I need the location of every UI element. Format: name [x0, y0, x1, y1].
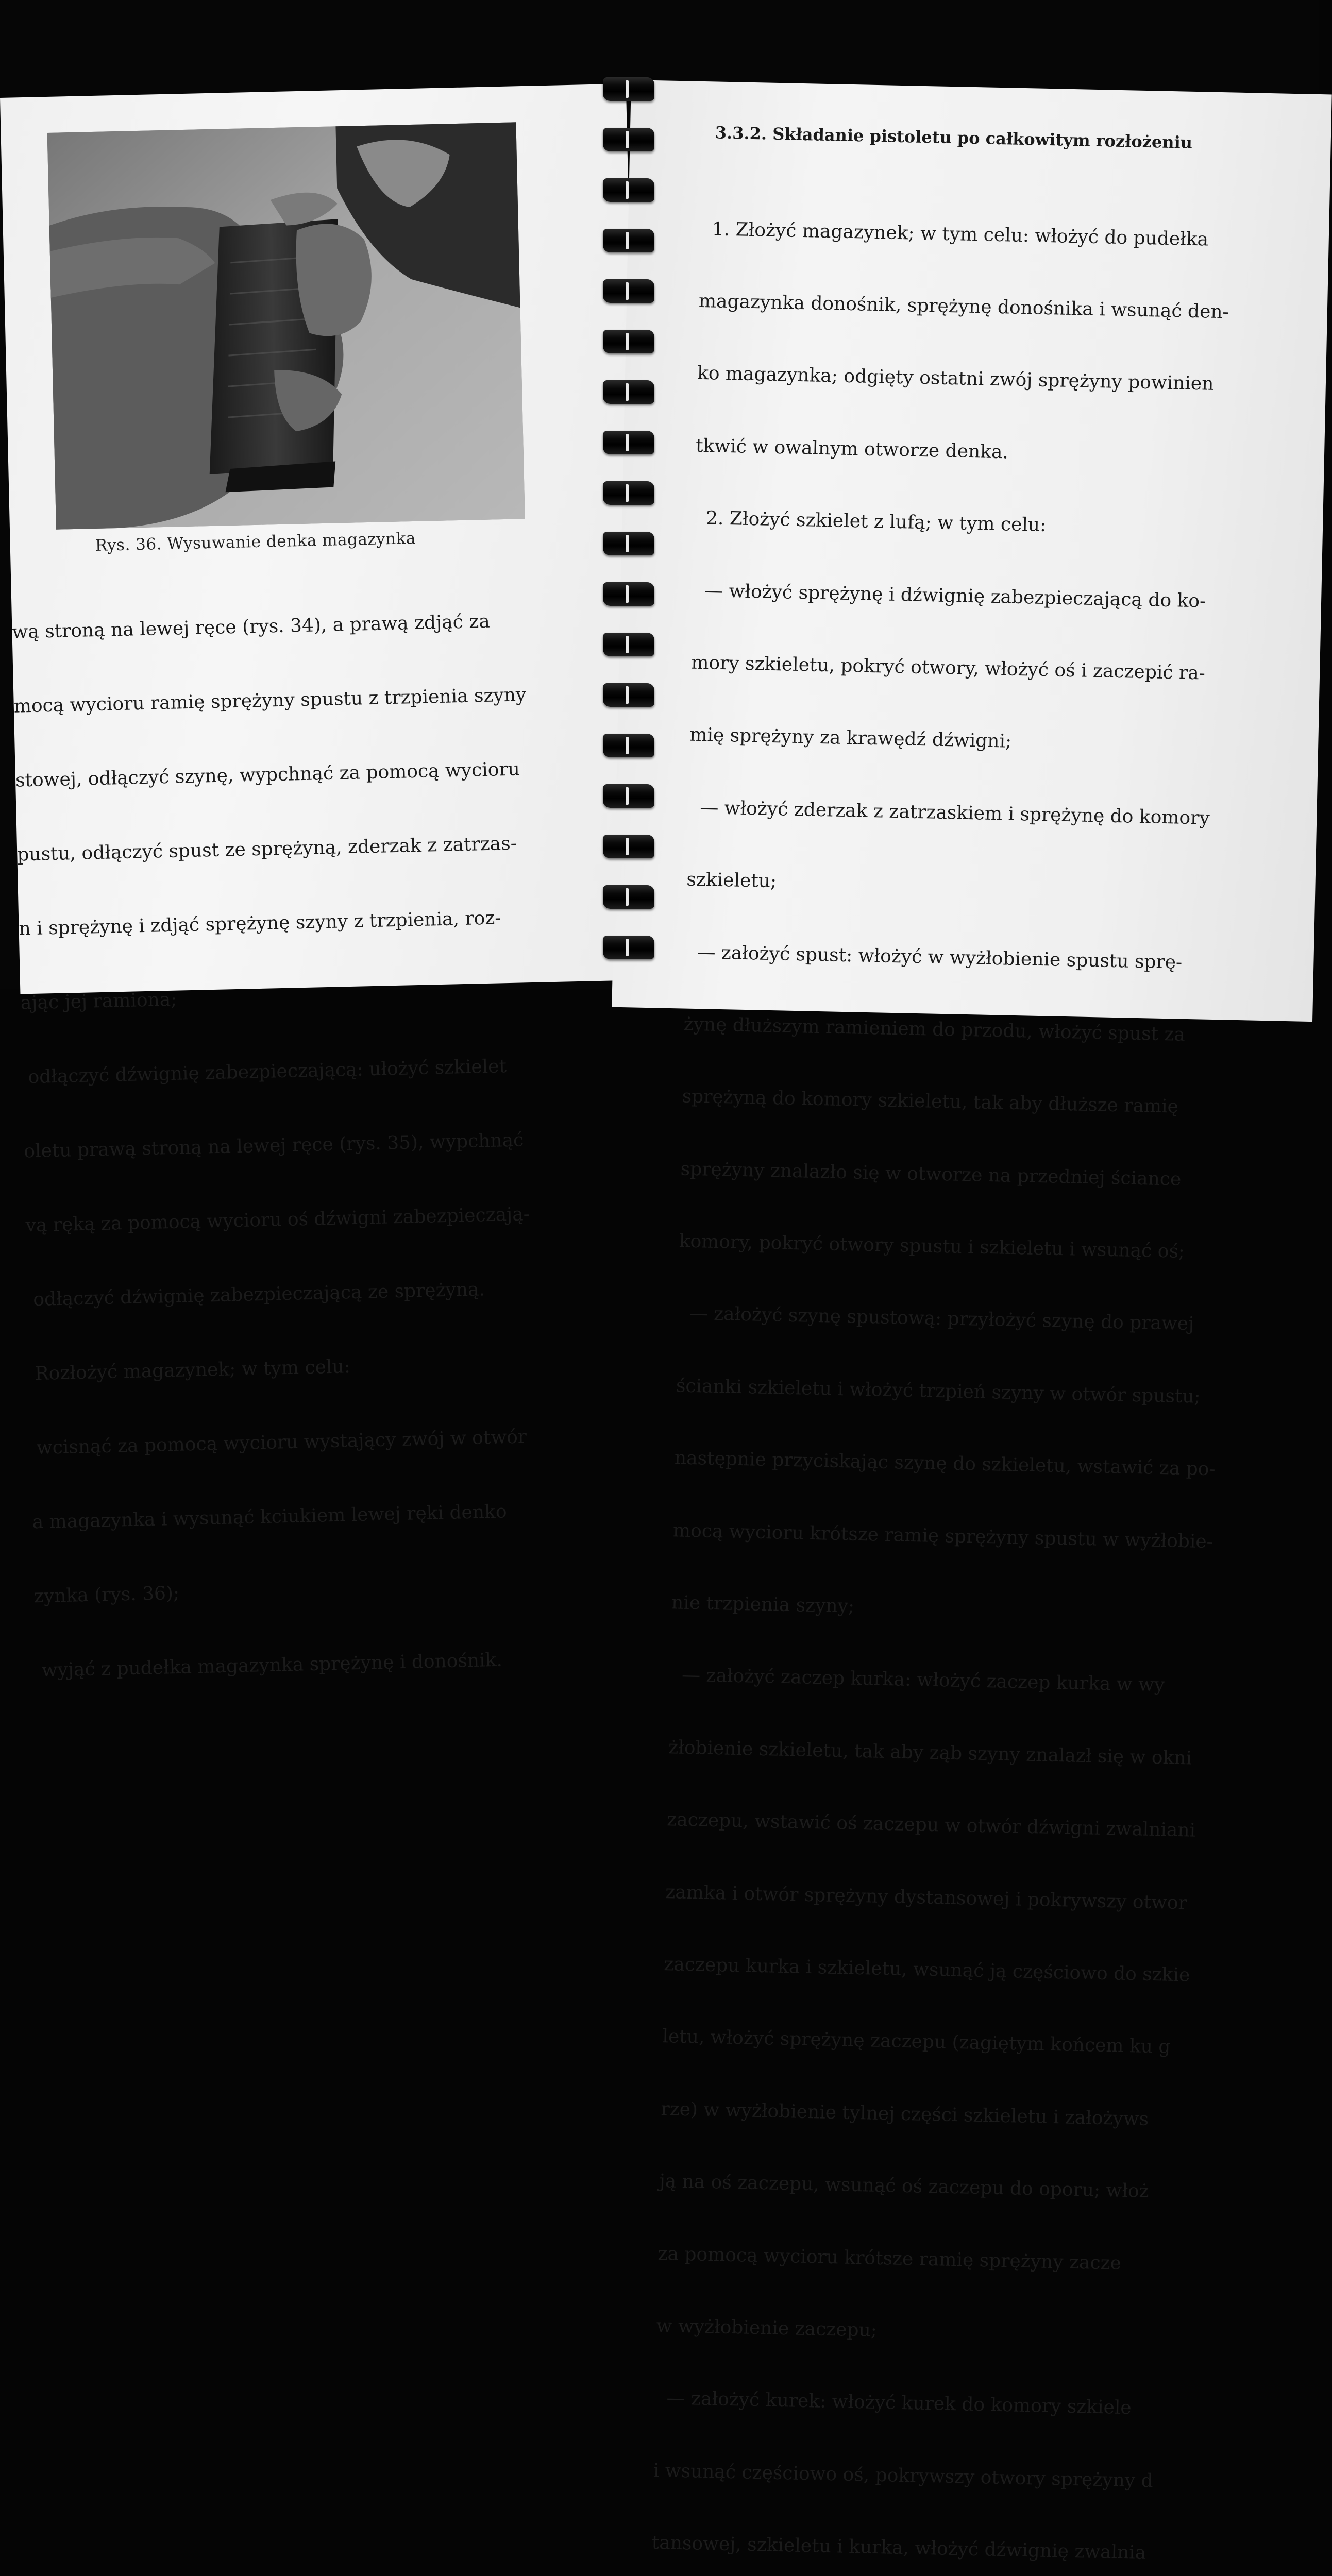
text-line: następnie przyciskając szynę do szkieletu, wstawić za po-	[674, 1447, 1216, 1480]
left-page	[0, 83, 646, 1682]
text-line: zaczepu, wstawić oś zaczepu w otwór dźwigni zwalniani	[666, 1809, 1196, 1841]
binding-coil	[603, 936, 654, 959]
left-body-text	[11, 557, 655, 1733]
text-line: zaczepu kurka i szkieletu, wsunąć ją częściowo do szkie	[663, 1954, 1190, 1986]
text-line: — założyć zaczep kurka: włożyć zaczep kurka w wy	[669, 1664, 1165, 1696]
text-line: tansowej, szkieletu i kurka, włożyć dźwignię zwalnia	[651, 2532, 1146, 2564]
text-line: w wyżłobienie zaczepu;	[656, 2315, 878, 2341]
text-line: n i sprężynę i zdjąć sprężynę szyny z trzpienia, roz-	[19, 907, 501, 940]
text-line: a magazynka i wysunąć kciukiem lewej ręki denko	[32, 1501, 507, 1533]
binding-coil	[603, 380, 654, 404]
text-line: rze) w wyżłobienie tylnej części szkieletu i założyws	[661, 2098, 1149, 2130]
binding-coil	[603, 481, 654, 505]
figure-photo	[47, 122, 525, 529]
figure-caption: Rys. 36. Wysuwanie denka magazynka	[95, 529, 416, 555]
text-line: odłączyć dźwignię zabezpieczającą ze sprężyną.	[27, 1279, 485, 1311]
text-line: komory, pokryć otwory spustu i szkieletu i wsunąć oś;	[679, 1230, 1185, 1263]
text-line: wcisnąć za pomocą wycioru wystający zwój w otwór	[30, 1426, 527, 1459]
binding-coil	[603, 178, 654, 202]
text-line: za pomocą wycioru krótsze ramię sprężyny zacze	[657, 2243, 1122, 2274]
text-line: magazynka donośnik, sprężynę donośnika i wsunąć den-	[698, 290, 1229, 323]
text-line: — założyć kurek: włożyć kurek do komory szkiele	[654, 2387, 1132, 2419]
spiral-binding	[598, 72, 660, 989]
text-line: vą ręką za pomocą wycioru oś dźwigni zabezpieczają-	[25, 1204, 530, 1236]
text-line: wyjąć z pudełka magazynka sprężynę i donośnik.	[35, 1649, 503, 1682]
photo-hands-magazine-icon	[47, 122, 525, 529]
text-line: Rozłożyć magazynek; w tym celu:	[28, 1356, 351, 1385]
text-line: tkwić w owalnym otworze denka.	[695, 435, 1009, 463]
text-line: mocą wycioru ramię sprężyny spustu z trzpienia szyny	[13, 684, 527, 717]
text-line: mory szkieletu, pokryć otwory, włożyć oś i zaczepić ra-	[690, 652, 1206, 684]
text-line: stowej, odłączyć szynę, wypchnąć za pomocą wycioru	[15, 758, 520, 791]
right-body-text	[650, 169, 1330, 2576]
text-line: pustu, odłączyć spust ze sprężyną, zderzak z zatrzas-	[16, 833, 517, 866]
text-line: nie trzpienia szyny;	[671, 1592, 855, 1617]
text-line: mię sprężyny za krawędź dźwigni;	[689, 724, 1012, 753]
text-line: i wsunąć częściowo oś, pokrywszy otwory sprężyny d	[653, 2460, 1154, 2492]
text-line: wą stroną na lewej ręce (rys. 34), a prawą zdjąć za	[12, 611, 491, 643]
text-line: oletu prawą stroną na lewej ręce (rys. 35), wypchnąć	[23, 1129, 524, 1162]
text-line: zamka i otwór sprężyny dystansowej i pokrywszy otwor	[665, 1881, 1188, 1913]
text-line: sprężyny znalazło się w otworze na przedniej ściance	[680, 1158, 1182, 1190]
right-page	[612, 80, 1331, 2564]
binding-coil	[603, 128, 654, 151]
binding-coil	[603, 734, 654, 757]
text-line: zynka (rys. 36);	[33, 1582, 180, 1607]
text-line: 1. Złożyć magazynek; w tym celu: włożyć do pudełka	[700, 218, 1209, 250]
binding-coil	[603, 77, 654, 101]
text-line: ko magazynka; odgięty ostatni zwój sprężyny powinien	[697, 363, 1214, 395]
text-line: ając jej ramiona;	[20, 989, 177, 1014]
text-line: letu, włożyć sprężynę zaczepu (zagiętym końcem ku g	[662, 2026, 1171, 2058]
text-line: żynę dłuższym ramieniem do przodu, włożyć spust za	[683, 1013, 1186, 1045]
binding-coil	[603, 279, 654, 303]
text-line: — założyć spust: włożyć w wyżłobienie spustu sprę-	[685, 941, 1183, 973]
text-line: szkieletu;	[686, 869, 777, 892]
text-line: ją na oś zaczepu, wsunąć oś zaczepu do oporu; włoż	[659, 2171, 1150, 2202]
binding-coil	[603, 885, 654, 909]
text-line: 2. Złożyć szkielet z lufą; w tym celu:	[694, 507, 1047, 536]
text-line: mocą wycioru krótsze ramię sprężyny spustu w wyżłobie-	[672, 1519, 1213, 1552]
binding-coil	[603, 835, 654, 858]
text-line: — założyć szynę spustową: przyłożyć szynę do prawej	[677, 1302, 1194, 1335]
binding-coil	[603, 582, 654, 606]
binding-coil	[603, 330, 654, 353]
text-line: sprężyną do komory szkieletu, tak aby dłuższe ramię	[682, 1086, 1179, 1117]
text-line: — włożyć sprężynę i dźwignię zabezpieczającą do ko-	[692, 580, 1206, 612]
binding-coil	[603, 431, 654, 454]
text-line: ścianki szkieletu i włożyć trzpień szyny w otwór spustu;	[676, 1375, 1201, 1408]
binding-coil	[603, 532, 654, 555]
section-heading: 3.3.2. Składanie pistoletu po całkowitym rozłożeniu	[715, 123, 1193, 152]
text-line: żłobienie szkieletu, tak aby ząb szyny znalazł się w okni	[668, 1737, 1192, 1769]
binding-coil	[603, 683, 654, 707]
text-line: — włożyć zderzak z zatrzaskiem i sprężynę do komory	[688, 796, 1210, 829]
binding-coil	[603, 633, 654, 656]
binding-coil	[603, 784, 654, 808]
text-line: odłączyć dźwignię zabezpieczającą: ułożyć szkielet	[22, 1056, 507, 1088]
binding-coil	[603, 229, 654, 252]
